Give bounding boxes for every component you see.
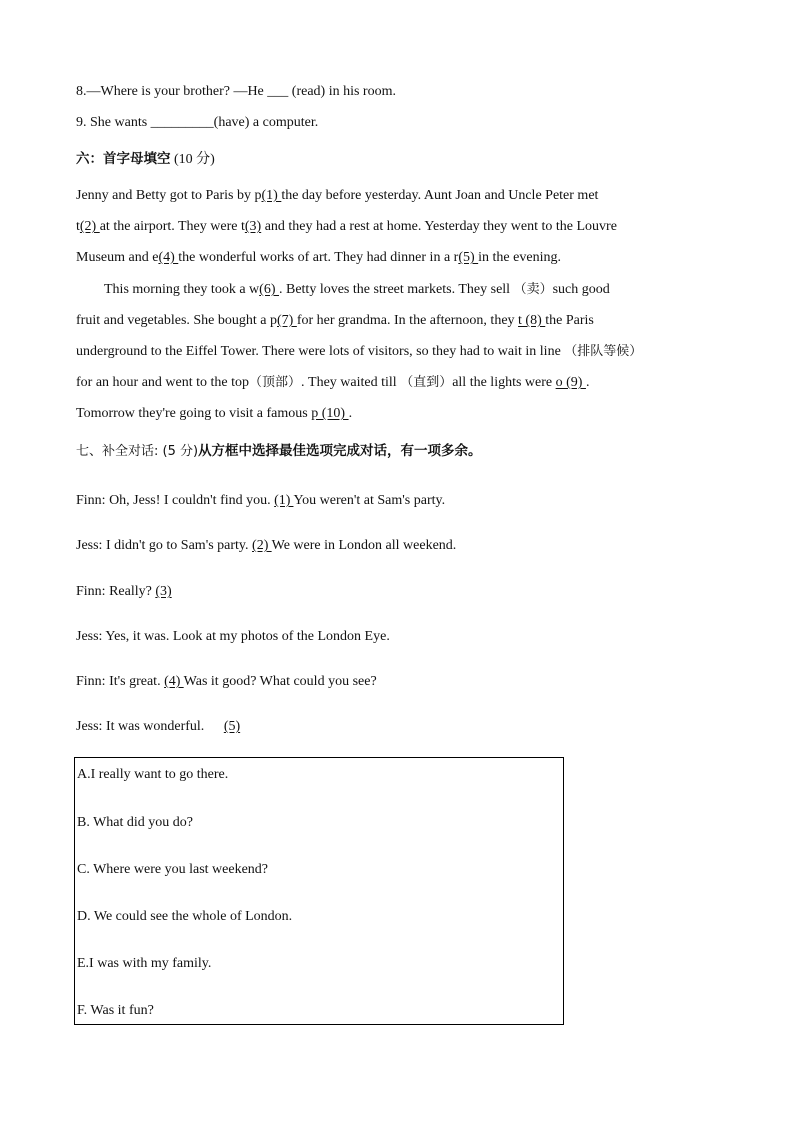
question-8 (76, 82, 396, 102)
text: fruit and vegetables. She bought a p (76, 313, 278, 328)
question-9-rest: (have) a computer. (213, 115, 319, 130)
text: We were in London all weekend. (271, 538, 457, 553)
question-9-blank: _________ (150, 115, 214, 130)
text: Finn: It's great. (76, 674, 165, 689)
dialog-line (76, 672, 377, 692)
text: for an hour and went to the top (76, 375, 250, 390)
section-6-heading (76, 149, 215, 170)
text: Finn: Really? (76, 584, 156, 599)
section-7-heading (76, 441, 482, 462)
text: Jess: It was wonderful. (76, 719, 208, 734)
option-a: A.I really want to go there. (77, 767, 229, 782)
dialog-line (76, 627, 390, 647)
passage-line (76, 186, 598, 206)
dialog-line (76, 582, 172, 602)
section-6-title: 六：首字母填空 (76, 151, 171, 167)
option-f: F. Was it fun? (77, 1003, 154, 1018)
text: at the airport. They were t (99, 219, 245, 234)
section-7-instruction: 从方框中选择最佳选项完成对话，有一项多余。 (198, 443, 482, 459)
text: This morning they took a w (104, 282, 260, 297)
passage-line (76, 404, 352, 424)
text: the Paris (545, 313, 594, 328)
text: . (585, 375, 590, 390)
passage-line (76, 373, 589, 393)
passage-line (104, 280, 610, 300)
options-box (74, 757, 564, 1025)
option-d: D. We could see the whole of London. (77, 909, 293, 924)
question-8-blank: ___ (267, 84, 289, 99)
text: in the evening. (478, 250, 561, 265)
blank-6: (6) (259, 282, 279, 297)
blank-9: o (9) (555, 375, 586, 390)
text: Jess: I didn't go to Sam's party. (76, 538, 253, 553)
option-e: E.I was with my family. (77, 956, 212, 971)
text: . Betty loves the street markets. They sell (278, 282, 514, 297)
section-7-title: 七、补全对话: (5 分) (76, 444, 199, 459)
chinese-gloss: （直到） (400, 375, 453, 390)
chinese-gloss: （顶部） (249, 375, 302, 390)
blank-1: (1) (261, 188, 282, 203)
dialog-blank: (1) (274, 493, 294, 508)
option-b: B. What did you do? (77, 815, 194, 830)
blank-2: (2) (79, 219, 100, 234)
passage-line (76, 217, 617, 237)
option-c: C. Where were you last weekend? (77, 862, 268, 877)
question-8-text: 8.—Where is your brother? —He (76, 84, 268, 99)
question-9-text: 9. She wants (76, 115, 151, 130)
dialog-line (76, 536, 456, 556)
text: all the lights were (452, 375, 556, 390)
text: . (348, 406, 353, 421)
blank-8: t (8) (518, 313, 546, 328)
text: Jenny and Betty got to Paris by p (76, 188, 262, 203)
dialog-blank: (4) (164, 674, 184, 689)
text: You weren't at Sam's party. (293, 493, 446, 508)
text: Was it good? What could you see? (183, 674, 377, 689)
text: and they had a rest at home. Yesterday they went to the Louvre (261, 219, 617, 234)
dialog-blank: (3) (155, 584, 172, 599)
text: underground to the Eiffel Tower. There were lots of visitors, so they had to wait in line (76, 344, 565, 359)
chinese-gloss: （排队等候） (564, 344, 643, 359)
blank-7: (7) (277, 313, 297, 328)
question-9 (76, 113, 318, 133)
blank-4: (4) (158, 250, 179, 265)
blank-5: (5) (458, 250, 479, 265)
dialog-line (76, 717, 240, 737)
dialog-line (76, 491, 445, 511)
dialog-blank: (2) (252, 538, 272, 553)
text: Tomorrow they're going to visit a famous (76, 406, 312, 421)
passage-line (76, 248, 561, 268)
text: Finn: Oh, Jess! I couldn't find you. (76, 493, 275, 508)
blank-3: (3) (244, 219, 262, 234)
passage-line (76, 311, 594, 331)
text: such good (552, 282, 610, 297)
text: for her grandma. In the afternoon, they (296, 313, 519, 328)
text: Museum and e (76, 250, 159, 265)
question-8-rest: (read) in his room. (288, 84, 396, 99)
text: t (76, 219, 80, 234)
text: . They waited till (301, 375, 401, 390)
blank-10: p (10) (311, 406, 349, 421)
text: Jess: Yes, it was. Look at my photos of the London Eye. (76, 629, 390, 644)
passage-line (76, 342, 642, 362)
text: the wonderful works of art. They had dinner in a r (178, 250, 459, 265)
chinese-gloss: （卖） (513, 282, 553, 297)
text: the day before yesterday. Aunt Joan and Uncle Peter met (281, 188, 599, 203)
dialog-blank: (5) (223, 719, 241, 734)
section-6-score: (10 分) (174, 152, 215, 167)
